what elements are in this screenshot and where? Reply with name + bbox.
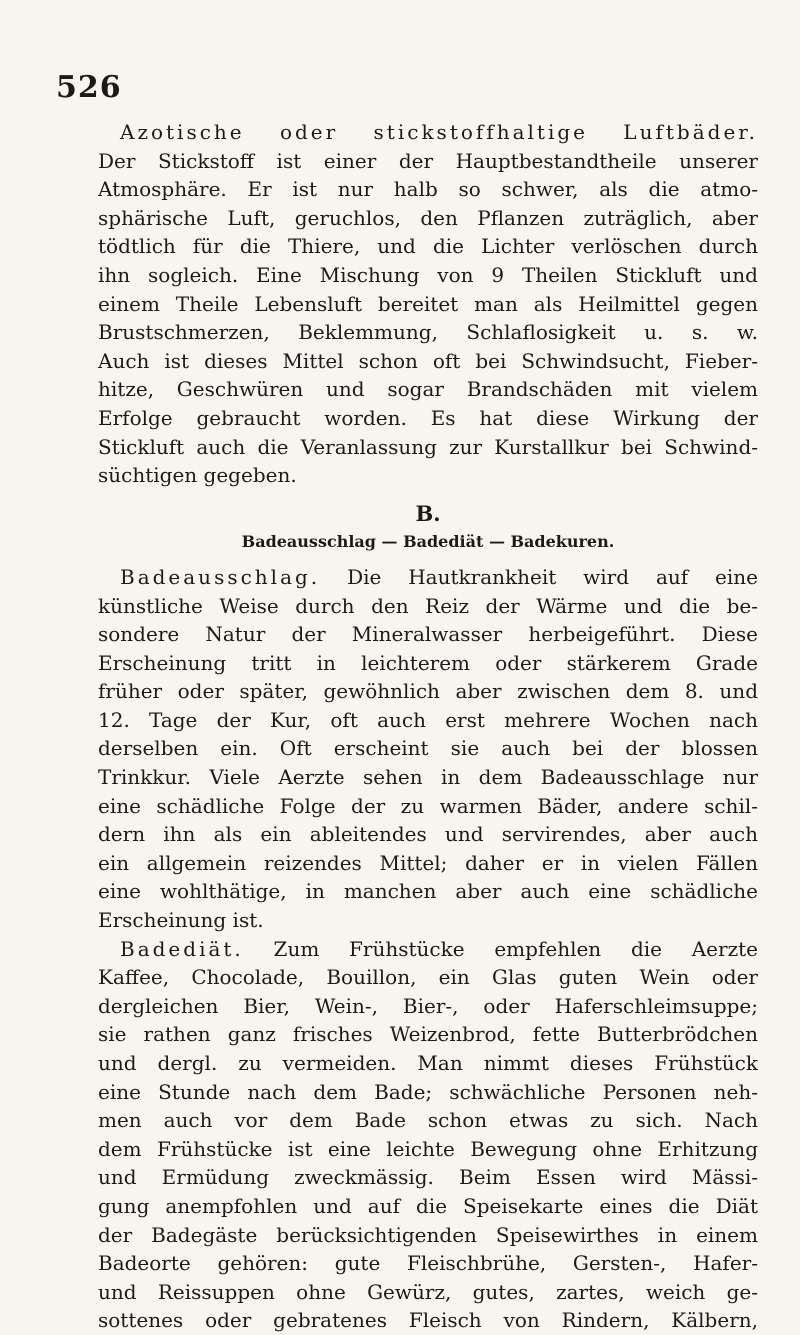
text-line: Erscheinung ist. xyxy=(98,908,264,933)
text-run: Die Hautkrankheit wird auf eine xyxy=(347,564,758,589)
text-line: 12. Tage der Kur, oft auch erst mehrere Wochen nach xyxy=(98,707,758,732)
section-a-heading-text: Azotische oder stickstoffhaltige Luftbäder. xyxy=(120,120,758,144)
page-number: 526 xyxy=(56,70,122,105)
text-line: dergleichen Bier, Wein-, Bier-, oder Haferschleimsuppe; xyxy=(98,993,758,1018)
text-line: Erscheinung tritt in leichterem oder stärkerem Grade xyxy=(98,650,758,675)
text-line: einem Theile Lebensluft bereitet man als Heilmittel gegen xyxy=(98,291,758,316)
text-line: Trinkkur. Viele Aerzte sehen in dem Badeausschlage nur xyxy=(98,765,758,790)
text-line: Der Stickstoff ist einer der Hauptbestandtheile unserer xyxy=(98,148,758,173)
text-line: tödtlich für die Thiere, und die Lichter verlöschen durch xyxy=(98,234,758,259)
text-line: eine Stunde nach dem Bade; schwächliche Personen neh- xyxy=(98,1079,758,1104)
text-line: gung anempfohlen und auf die Speisekarte eines die Diät xyxy=(98,1193,758,1218)
text-line xyxy=(98,935,758,964)
text-line: derselben ein. Oft erscheint sie auch bei der blossen xyxy=(98,736,758,761)
text-line: sondere Natur der Mineralwasser herbeigeführt. Diese xyxy=(98,622,758,647)
text-line: men auch vor dem Bade schon etwas zu sich. Nach xyxy=(98,1108,758,1133)
text-line: Kaffee, Chocolade, Bouillon, ein Glas guten Wein oder xyxy=(98,965,758,990)
text-line: künstliche Weise durch den Reiz der Wärme und die be- xyxy=(98,593,758,618)
text-line: Stickluft auch die Veranlassung zur Kurstallkur bei Schwind- xyxy=(98,434,758,459)
text-line: sie rathen ganz frisches Weizenbrod, fette Butterbrödchen xyxy=(98,1022,758,1047)
text-line: süchtigen gegeben. xyxy=(98,463,297,488)
text-line: eine schädliche Folge der zu warmen Bäder, andere schil- xyxy=(98,793,758,818)
paragraph-badediaet xyxy=(98,935,758,1335)
run-in-heading: Badediät. xyxy=(120,936,244,961)
section-b-letter: B. xyxy=(415,500,441,526)
text-line: Auch ist dieses Mittel schon oft bei Schwindsucht, Fieber- xyxy=(98,348,758,373)
text-line: eine wohlthätige, in manchen aber auch eine schädliche xyxy=(98,879,758,904)
text-line: und Reissuppen ohne Gewürz, gutes, zartes, weich ge- xyxy=(98,1279,758,1304)
section-b-subheading: Badeausschlag — Badediät — Badekuren. xyxy=(241,532,615,552)
text-line: Brustschmerzen, Beklemmung, Schlaflosigkeit u. s. w. xyxy=(98,320,758,345)
section-a-paragraph xyxy=(98,147,758,490)
text-line: hitze, Geschwüren und sogar Brandschäden mit vielem xyxy=(98,377,758,402)
text-line: Atmosphäre. Er ist nur halb so schwer, als die atmo- xyxy=(98,177,758,202)
text-line: ihn sogleich. Eine Mischung von 9 Theilen Stickluft und xyxy=(98,262,758,287)
run-in-heading: Badeausschlag. xyxy=(120,564,321,589)
text-line: früher oder später, gewöhnlich aber zwischen dem 8. und xyxy=(98,679,758,704)
text-line: dem Frühstücke ist eine leichte Bewegung ohne Erhitzung xyxy=(98,1136,758,1161)
text-line xyxy=(98,563,758,592)
text-line: sphärische Luft, geruchlos, den Pflanzen zuträglich, aber xyxy=(98,205,758,230)
text-line: und Ermüdung zweckmässig. Beim Essen wird Mässi- xyxy=(98,1165,758,1190)
text-line: und dergl. zu vermeiden. Man nimmt dieses Frühstück xyxy=(98,1051,758,1075)
text-line: Badeorte gehören: gute Fleischbrühe, Gersten-, Hafer- xyxy=(98,1251,758,1276)
text-line: sottenes oder gebratenes Fleisch von Rindern, Kälbern, xyxy=(98,1308,758,1333)
text-line: Erfolge gebraucht worden. Es hat diese Wirkung der xyxy=(98,405,758,430)
section-a-heading xyxy=(98,118,758,147)
text-line: der Badegäste berücksichtigenden Speisewirthes in einem xyxy=(98,1222,758,1247)
page-body xyxy=(98,118,758,1335)
text-line: dern ihn als ein ableitendes und servirendes, aber auch xyxy=(98,822,758,847)
text-run: Zum Frühstücke empfehlen die Aerzte xyxy=(273,936,758,961)
paragraph-badeausschlag xyxy=(98,563,758,935)
text-line: ein allgemein reizendes Mittel; daher er in vielen Fällen xyxy=(98,850,758,875)
